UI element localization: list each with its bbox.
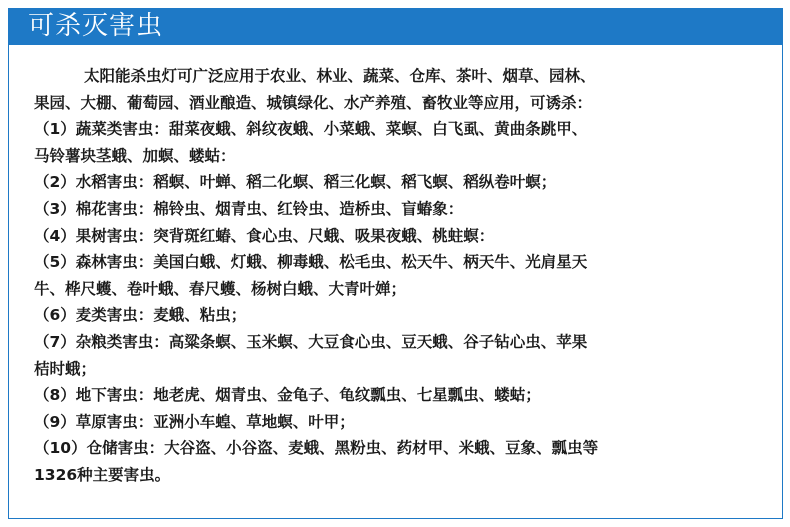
text-line: （2）水稻害虫：稻螟、叶蝉、稻二化螟、稻三化螟、稻飞螟、稻纵卷叶螟； bbox=[34, 173, 557, 192]
text-line: （10）仓储害虫：大谷盗、小谷盗、麦蛾、黑粉虫、药材甲、米蛾、豆象、瓢虫等 bbox=[34, 439, 599, 458]
text-line: （4）果树害虫：突背斑红蝽、食心虫、尺蛾、吸果夜蛾、桃蛀螟： bbox=[34, 226, 495, 245]
text-line: （1）蔬菜类害虫：甜菜夜蛾、斜纹夜蛾、小菜蛾、菜螟、白飞虱、黄曲条跳甲、 bbox=[34, 120, 588, 139]
text-line: （6）麦类害虫：麦蛾、粘虫； bbox=[34, 306, 247, 325]
text-line: 桔时蛾； bbox=[34, 359, 97, 378]
text-line: （8）地下害虫：地老虎、烟青虫、金龟子、龟纹瓢虫、七星瓢虫、蝼蛄； bbox=[34, 386, 541, 405]
text-line: （7）杂粮类害虫：高粱条螟、玉米螟、大豆食心虫、豆天蛾、谷子钻心虫、苹果 bbox=[34, 332, 588, 351]
text-line: 马铃薯块茎蛾、加螟、蝼蛄： bbox=[34, 146, 236, 165]
text-line: 牛、桦尺蠖、卷叶蛾、春尺蠖、杨树白蛾、大青叶婵； bbox=[34, 279, 407, 298]
text-line: （3）棉花害虫：棉铃虫、烟青虫、红铃虫、造桥虫、盲蝽象： bbox=[34, 199, 464, 218]
page-title: 可杀灭害虫 bbox=[28, 11, 164, 41]
text-line: （9）草原害虫：亚洲小车蝗、草地螟、叶甲； bbox=[34, 412, 355, 431]
title-bar bbox=[8, 8, 783, 45]
text-line: 太阳能杀虫灯可广泛应用于农业、林业、蔬菜、仓库、茶叶、烟草、园林、 bbox=[84, 67, 596, 85]
text-line: 果园、大棚、葡萄园、酒业酿造、城镇绿化、水产养殖、畜牧业等应用，可诱杀： bbox=[34, 93, 593, 112]
text-line: （5）森林害虫：美国白蛾、灯蛾、柳毒蛾、松毛虫、松天牛、柄天牛、光肩星天 bbox=[34, 253, 588, 272]
text-line: 1326种主要害虫。 bbox=[34, 465, 171, 484]
body-text bbox=[34, 63, 764, 489]
